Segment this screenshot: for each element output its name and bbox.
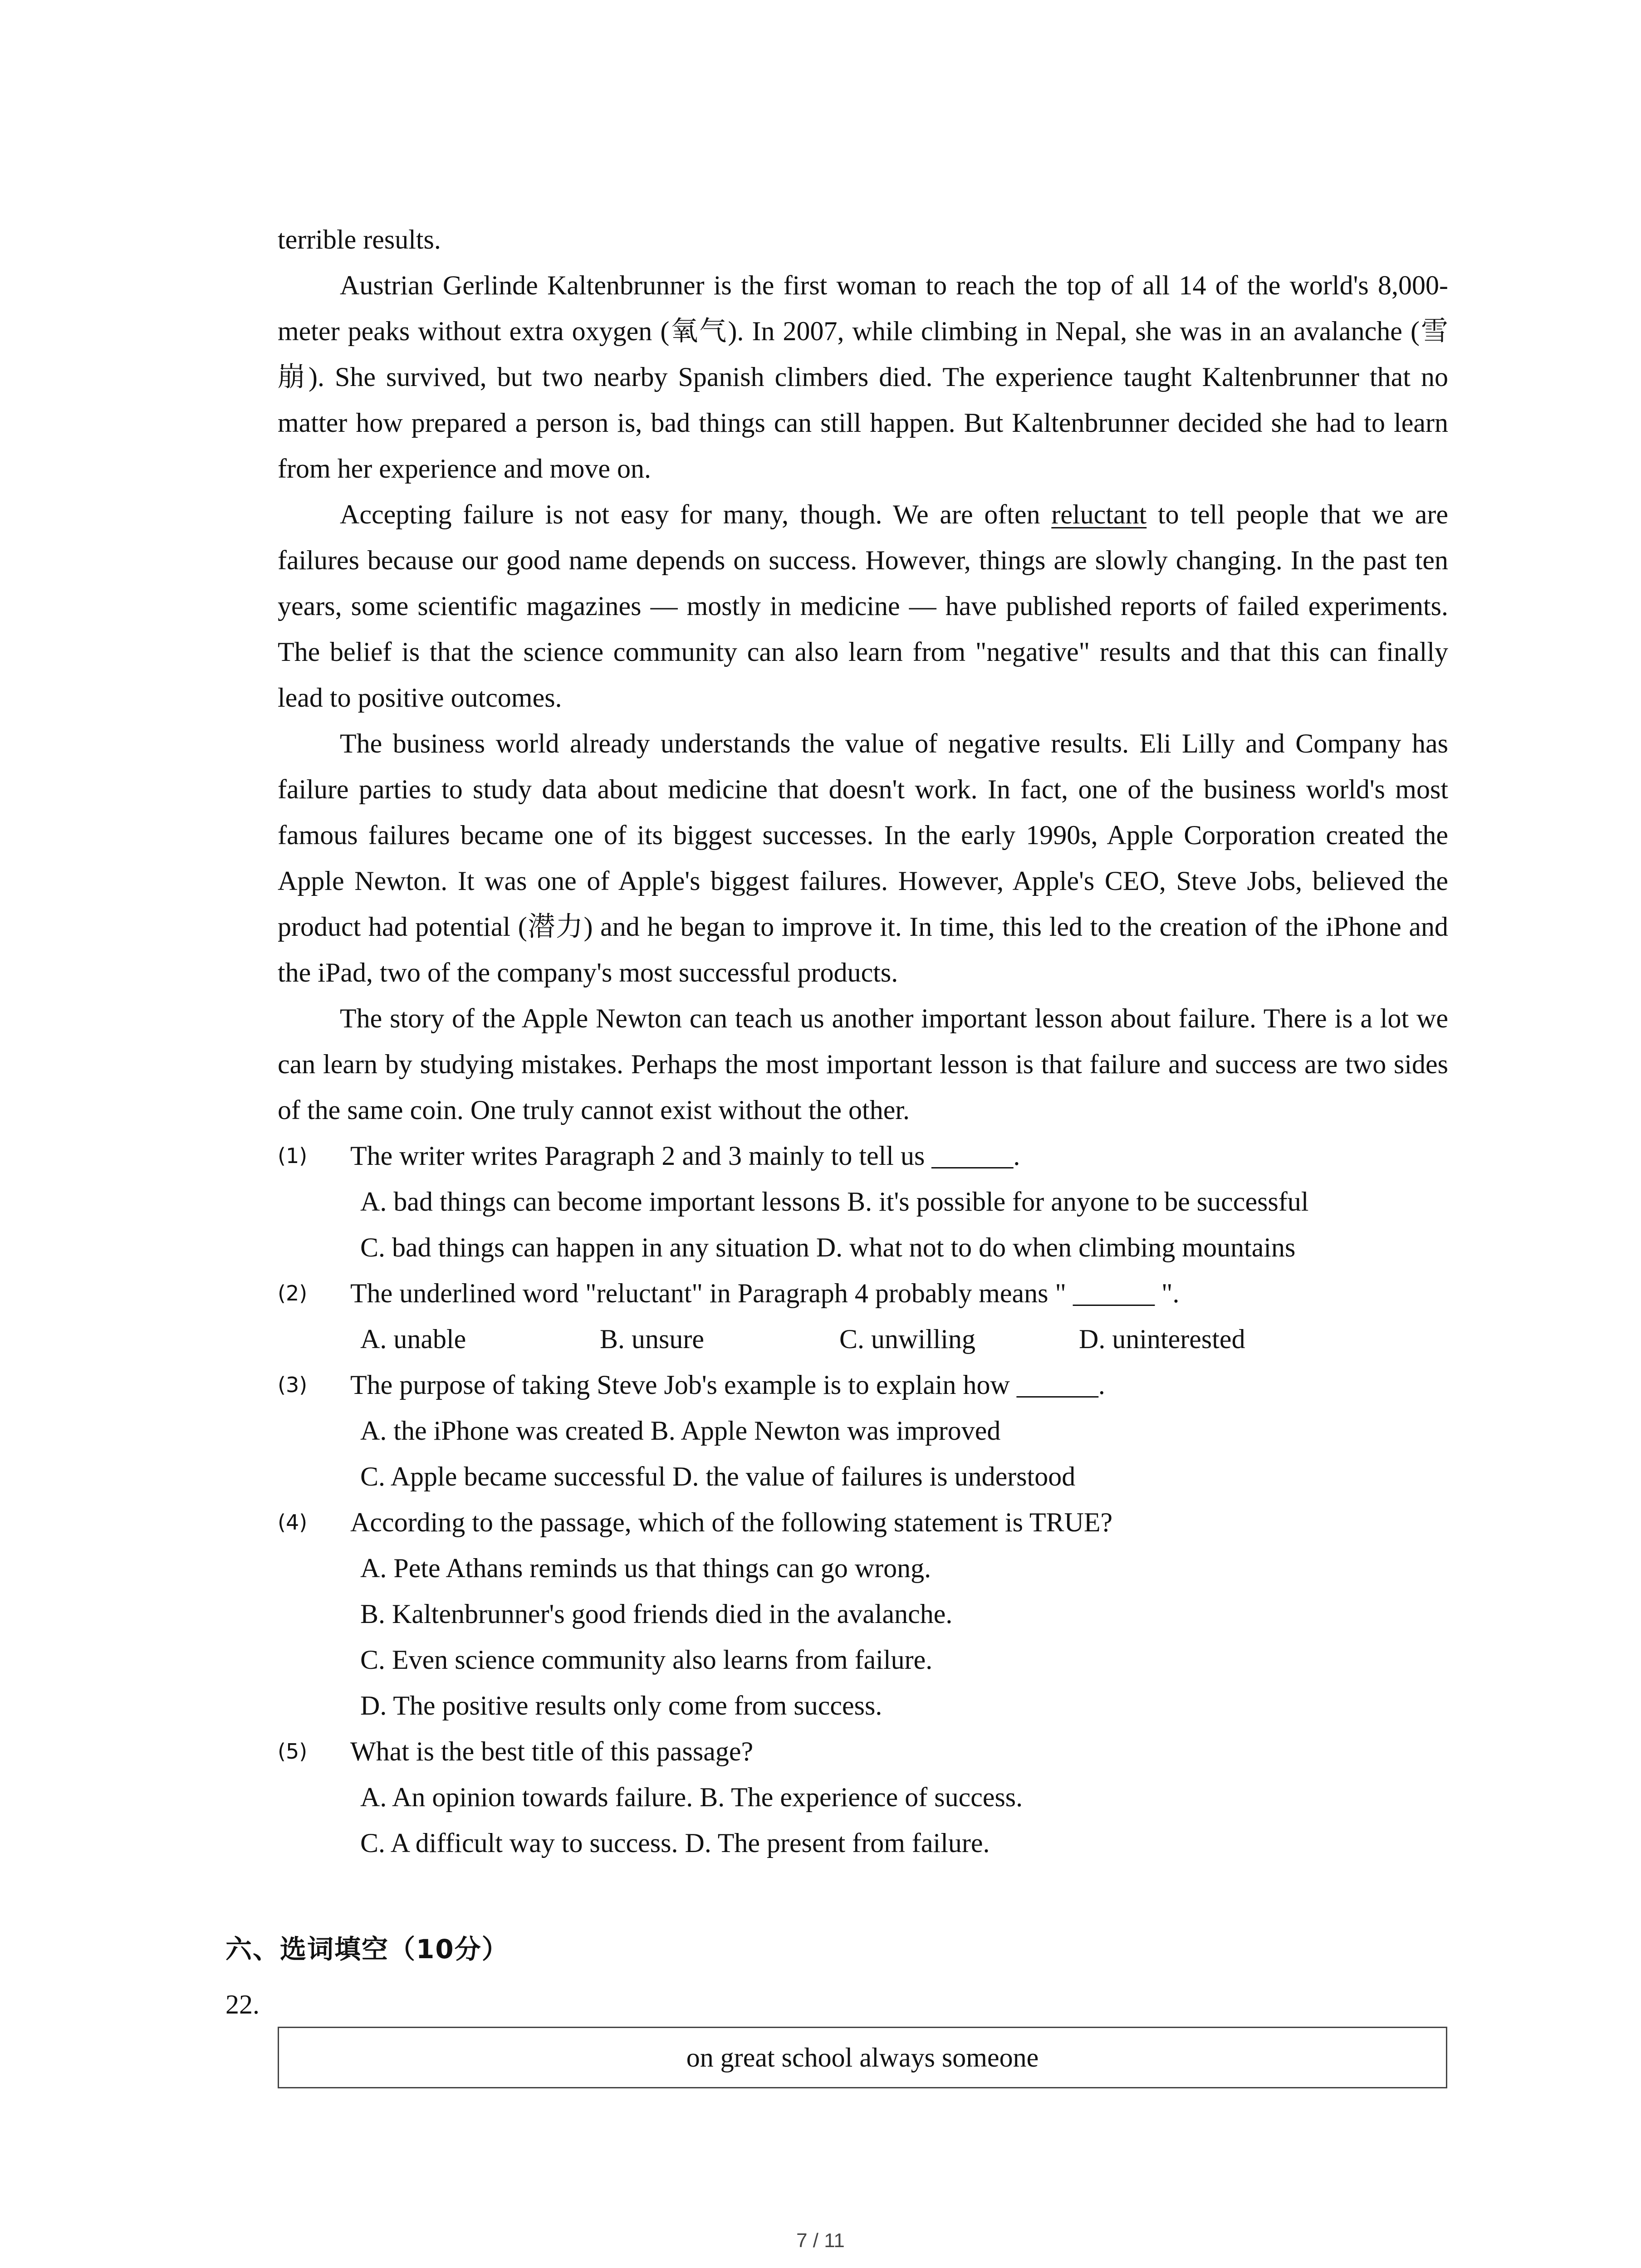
page-number: 7 / 11 — [796, 2229, 845, 2252]
question-stem: The writer writes Paragraph 2 and 3 mainly to tell us ______. — [350, 1141, 1020, 1171]
passage-paragraph-2-end: to tell people that we are failures because our good name depends on success. However, things are slowly changing. In the past ten years, some scientific magazines — mostly in medicine — have published reports of failed experiments. The belief is that the science community can also learn from "negative" results and that this can finally lead to positive outcomes. — [278, 499, 1449, 713]
question-1 — [278, 1133, 1448, 1179]
question-number: (2) — [278, 1281, 308, 1305]
question-5 — [278, 1729, 1448, 1774]
passage-paragraph-3: The business world already understands the value of negative results. Eli Lilly and Company has failure parties to study data about medicine that doesn't work. In fact, one of the business world's most famous failures became one of its biggest successes. In the early 1990s, Apple Corporation created the Apple Newton. It was one of Apple's biggest failures. However, Apple's CEO, Steve Jobs, believed the product had potential (潜力) and he began to improve it. In time, this led to the creation of the iPhone and the iPad, two of the company's most successful products. — [278, 728, 1448, 987]
option-row: D. The positive results only come from success. — [360, 1691, 882, 1721]
option-row: A. An opinion towards failure. B. The experience of success. — [360, 1782, 1023, 1812]
passage-paragraph-4: The story of the Apple Newton can teach us another important lesson about failure. There is a lot we can learn by studying mistakes. Perhaps the most important lesson is that failure and success are two sides of the same coin. One truly cannot exist without the other. — [278, 1003, 1448, 1125]
passage-paragraph-2 — [278, 492, 1448, 721]
option-b: B. unsure — [600, 1324, 704, 1354]
option-row: A. the iPhone was created B. Apple Newton was improved — [360, 1416, 1001, 1446]
word-bank-text: on great school always someone — [686, 2042, 1039, 2072]
question-3-options — [278, 1408, 1448, 1500]
question-stem: The underlined word "reluctant" in Paragraph 4 probably means " ______ ". — [350, 1278, 1180, 1308]
option-row: C. Apple became successful D. the value of failures is understood — [360, 1461, 1076, 1491]
question-4-options — [278, 1545, 1448, 1729]
question-stem: The purpose of taking Steve Job's example is to explain how ______. — [350, 1370, 1105, 1400]
question-3 — [278, 1362, 1448, 1408]
question-number: (4) — [278, 1510, 308, 1535]
question-1-options — [278, 1179, 1448, 1271]
option-d: D. uninterested — [1079, 1324, 1245, 1354]
question-4 — [278, 1500, 1448, 1545]
passage-paragraph-1: Austrian Gerlinde Kaltenbrunner is the first woman to reach the top of all 14 of the world's 8,000-meter peaks without extra oxygen (氧气). In 2007, while climbing in Nepal, she was in an avalanche (雪崩). She survived, but two nearby Spanish climbers died. The experience taught Kaltenbrunner that no matter how prepared a person is, bad things can still happen. But Kaltenbrunner decided she had to learn from her experience and move on. — [278, 270, 1448, 484]
word-bank-box — [278, 2027, 1447, 2088]
passage-paragraph-2-start: Accepting failure is not easy for many, though. We are often — [340, 499, 1052, 529]
question-number: (3) — [278, 1373, 308, 1397]
question-2-options — [278, 1316, 1448, 1362]
underlined-word-reluctant: reluctant — [1051, 499, 1147, 529]
question-stem: What is the best title of this passage? — [350, 1736, 754, 1766]
passage-paragraph-0: terrible results. — [278, 225, 441, 254]
option-row: C. A difficult way to success. D. The present from failure. — [360, 1828, 990, 1858]
option-row: C. bad things can happen in any situation D. what not to do when climbing mountains — [360, 1232, 1296, 1262]
option-c: C. unwilling — [839, 1324, 976, 1354]
option-a: A. unable — [360, 1324, 466, 1354]
option-row: C. Even science community also learns from failure. — [360, 1645, 933, 1675]
question-22-number: 22. — [225, 1989, 260, 2019]
option-row: A. bad things can become important lessons B. it's possible for anyone to be successful — [360, 1187, 1309, 1217]
question-5-options — [278, 1774, 1448, 1866]
option-row: A. Pete Athans reminds us that things can go wrong. — [360, 1553, 931, 1583]
question-number: (1) — [278, 1144, 308, 1168]
reading-passage — [278, 217, 1448, 1866]
question-2 — [278, 1271, 1448, 1316]
option-row — [360, 1316, 1448, 1362]
option-row: B. Kaltenbrunner's good friends died in the avalanche. — [360, 1599, 953, 1629]
question-number: (5) — [278, 1739, 308, 1764]
section-heading: 六、选词填空（10分） — [225, 1934, 509, 1965]
question-stem: According to the passage, which of the following statement is TRUE? — [350, 1507, 1113, 1537]
